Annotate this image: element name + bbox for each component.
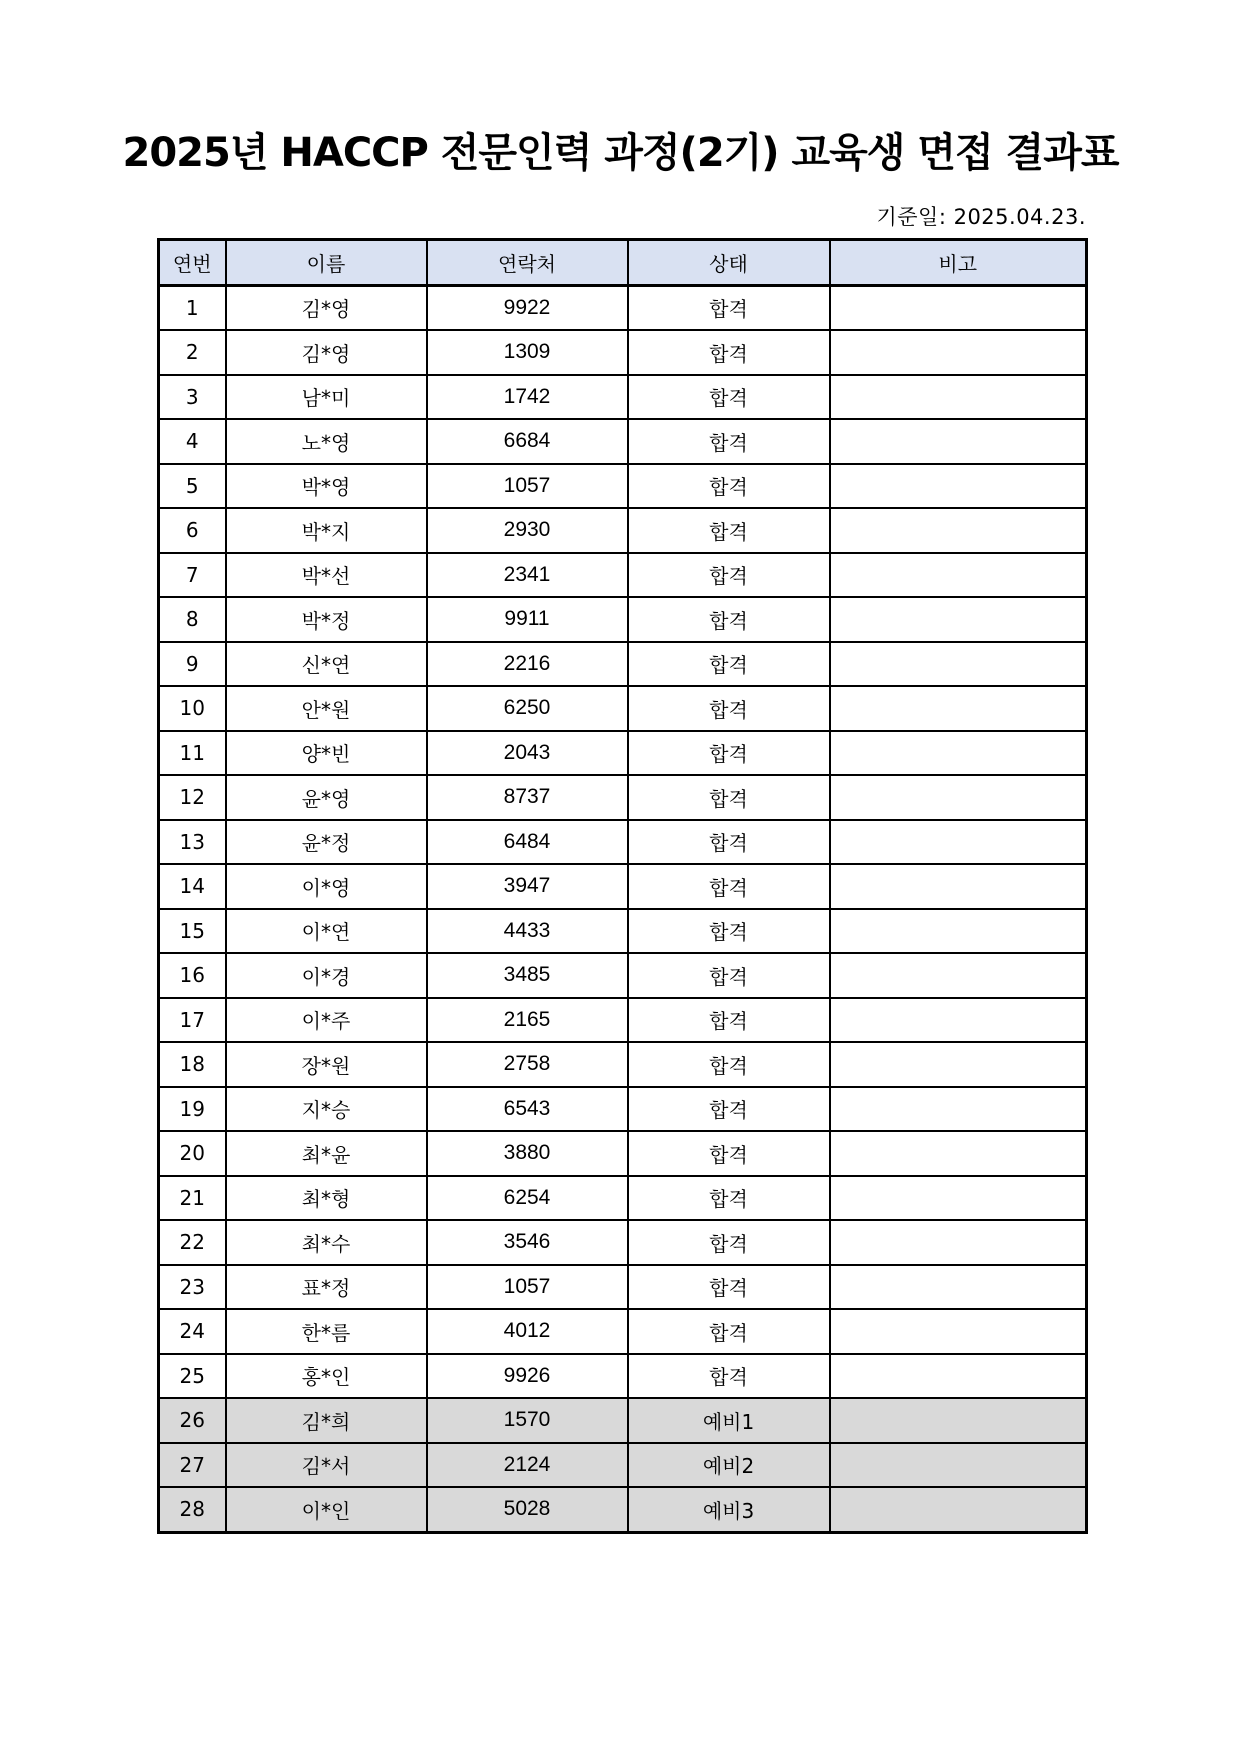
cell-status: 합격 xyxy=(628,375,830,420)
cell-note xyxy=(830,1087,1087,1132)
cell-status: 합격 xyxy=(628,1309,830,1354)
table-row xyxy=(159,1131,1087,1176)
cell-no: 22 xyxy=(159,1220,226,1265)
cell-contact: 1570 xyxy=(427,1398,628,1443)
cell-contact: 4012 xyxy=(427,1309,628,1354)
cell-no: 21 xyxy=(159,1176,226,1221)
cell-no: 12 xyxy=(159,775,226,820)
cell-name: 표*정 xyxy=(226,1265,427,1310)
cell-status: 합격 xyxy=(628,285,830,330)
cell-name: 이*인 xyxy=(226,1487,427,1532)
cell-no: 2 xyxy=(159,330,226,375)
cell-note xyxy=(830,820,1087,865)
cell-status: 합격 xyxy=(628,642,830,687)
table-row xyxy=(159,1087,1087,1132)
cell-contact: 9926 xyxy=(427,1354,628,1399)
column-header-note: 비고 xyxy=(830,240,1087,286)
cell-no: 14 xyxy=(159,864,226,909)
cell-name: 최*수 xyxy=(226,1220,427,1265)
table-row xyxy=(159,1042,1087,1087)
reference-date: 기준일: 2025.04.23. xyxy=(876,205,1086,229)
table-header-row xyxy=(159,240,1087,286)
table-row xyxy=(159,731,1087,776)
cell-note xyxy=(830,775,1087,820)
cell-name: 양*빈 xyxy=(226,731,427,776)
cell-name: 남*미 xyxy=(226,375,427,420)
cell-note xyxy=(830,285,1087,330)
table-row xyxy=(159,775,1087,820)
cell-note xyxy=(830,1176,1087,1221)
cell-status: 예비1 xyxy=(628,1398,830,1443)
cell-note xyxy=(830,1398,1087,1443)
table-row xyxy=(159,1443,1087,1488)
table-row xyxy=(159,375,1087,420)
cell-status: 합격 xyxy=(628,508,830,553)
cell-name: 이*경 xyxy=(226,953,427,998)
interview-results-table xyxy=(157,238,1088,1534)
cell-status: 합격 xyxy=(628,1042,830,1087)
cell-no: 3 xyxy=(159,375,226,420)
cell-note xyxy=(830,375,1087,420)
cell-contact: 3880 xyxy=(427,1131,628,1176)
cell-contact: 2165 xyxy=(427,998,628,1043)
cell-contact: 1057 xyxy=(427,464,628,509)
cell-status: 합격 xyxy=(628,330,830,375)
table-row xyxy=(159,953,1087,998)
table-row xyxy=(159,330,1087,375)
cell-status: 합격 xyxy=(628,1265,830,1310)
cell-no: 4 xyxy=(159,419,226,464)
table-row xyxy=(159,909,1087,954)
cell-status: 합격 xyxy=(628,419,830,464)
cell-note xyxy=(830,864,1087,909)
table-body xyxy=(159,285,1087,1532)
cell-status: 합격 xyxy=(628,1220,830,1265)
cell-name: 박*영 xyxy=(226,464,427,509)
cell-note xyxy=(830,909,1087,954)
cell-contact: 6684 xyxy=(427,419,628,464)
cell-no: 15 xyxy=(159,909,226,954)
cell-no: 25 xyxy=(159,1354,226,1399)
table-row xyxy=(159,820,1087,865)
table-row xyxy=(159,1220,1087,1265)
cell-no: 20 xyxy=(159,1131,226,1176)
cell-note xyxy=(830,731,1087,776)
cell-status: 합격 xyxy=(628,1131,830,1176)
cell-contact: 3546 xyxy=(427,1220,628,1265)
cell-no: 7 xyxy=(159,553,226,598)
cell-name: 홍*인 xyxy=(226,1354,427,1399)
cell-no: 27 xyxy=(159,1443,226,1488)
cell-status: 합격 xyxy=(628,998,830,1043)
cell-name: 이*주 xyxy=(226,998,427,1043)
cell-contact: 6254 xyxy=(427,1176,628,1221)
cell-no: 18 xyxy=(159,1042,226,1087)
cell-note xyxy=(830,419,1087,464)
cell-name: 신*연 xyxy=(226,642,427,687)
cell-status: 합격 xyxy=(628,820,830,865)
cell-note xyxy=(830,553,1087,598)
cell-no: 13 xyxy=(159,820,226,865)
cell-name: 박*정 xyxy=(226,597,427,642)
table-row xyxy=(159,1398,1087,1443)
table-row xyxy=(159,1354,1087,1399)
cell-contact: 2758 xyxy=(427,1042,628,1087)
cell-note xyxy=(830,1354,1087,1399)
column-header-contact: 연락처 xyxy=(427,240,628,286)
cell-no: 28 xyxy=(159,1487,226,1532)
cell-no: 9 xyxy=(159,642,226,687)
cell-note xyxy=(830,508,1087,553)
cell-status: 합격 xyxy=(628,553,830,598)
cell-no: 5 xyxy=(159,464,226,509)
cell-contact: 8737 xyxy=(427,775,628,820)
cell-contact: 1057 xyxy=(427,1265,628,1310)
cell-name: 김*영 xyxy=(226,285,427,330)
cell-contact: 1742 xyxy=(427,375,628,420)
cell-note xyxy=(830,1265,1087,1310)
cell-note xyxy=(830,1487,1087,1532)
cell-contact: 2124 xyxy=(427,1443,628,1488)
cell-no: 23 xyxy=(159,1265,226,1310)
table-row xyxy=(159,642,1087,687)
table-row xyxy=(159,998,1087,1043)
cell-contact: 3485 xyxy=(427,953,628,998)
table-row xyxy=(159,1265,1087,1310)
cell-status: 예비3 xyxy=(628,1487,830,1532)
cell-status: 합격 xyxy=(628,1354,830,1399)
cell-contact: 6250 xyxy=(427,686,628,731)
cell-contact: 2043 xyxy=(427,731,628,776)
cell-name: 김*영 xyxy=(226,330,427,375)
cell-name: 장*원 xyxy=(226,1042,427,1087)
cell-name: 박*선 xyxy=(226,553,427,598)
column-header-name: 이름 xyxy=(226,240,427,286)
cell-no: 10 xyxy=(159,686,226,731)
cell-status: 합격 xyxy=(628,909,830,954)
cell-contact: 1309 xyxy=(427,330,628,375)
cell-note xyxy=(830,1131,1087,1176)
cell-note xyxy=(830,1042,1087,1087)
cell-no: 6 xyxy=(159,508,226,553)
cell-name: 윤*정 xyxy=(226,820,427,865)
cell-no: 17 xyxy=(159,998,226,1043)
cell-status: 합격 xyxy=(628,1087,830,1132)
cell-note xyxy=(830,330,1087,375)
column-header-status: 상태 xyxy=(628,240,830,286)
cell-name: 한*름 xyxy=(226,1309,427,1354)
cell-status: 합격 xyxy=(628,1176,830,1221)
cell-contact: 6484 xyxy=(427,820,628,865)
cell-name: 노*영 xyxy=(226,419,427,464)
cell-no: 1 xyxy=(159,285,226,330)
cell-status: 합격 xyxy=(628,597,830,642)
cell-name: 최*형 xyxy=(226,1176,427,1221)
cell-contact: 3947 xyxy=(427,864,628,909)
cell-status: 합격 xyxy=(628,686,830,731)
table-row xyxy=(159,508,1087,553)
cell-status: 합격 xyxy=(628,464,830,509)
cell-contact: 5028 xyxy=(427,1487,628,1532)
cell-contact: 2341 xyxy=(427,553,628,598)
cell-note xyxy=(830,1443,1087,1488)
cell-name: 박*지 xyxy=(226,508,427,553)
cell-no: 8 xyxy=(159,597,226,642)
cell-contact: 2930 xyxy=(427,508,628,553)
cell-contact: 2216 xyxy=(427,642,628,687)
table-header xyxy=(159,240,1087,286)
cell-note xyxy=(830,953,1087,998)
cell-status: 합격 xyxy=(628,731,830,776)
cell-name: 윤*영 xyxy=(226,775,427,820)
cell-name: 김*서 xyxy=(226,1443,427,1488)
cell-name: 최*윤 xyxy=(226,1131,427,1176)
cell-status: 합격 xyxy=(628,953,830,998)
cell-note xyxy=(830,998,1087,1043)
cell-note xyxy=(830,686,1087,731)
cell-no: 11 xyxy=(159,731,226,776)
cell-contact: 9911 xyxy=(427,597,628,642)
cell-note xyxy=(830,642,1087,687)
table-row xyxy=(159,597,1087,642)
cell-no: 26 xyxy=(159,1398,226,1443)
table-row xyxy=(159,864,1087,909)
cell-note xyxy=(830,597,1087,642)
cell-name: 안*원 xyxy=(226,686,427,731)
cell-status: 예비2 xyxy=(628,1443,830,1488)
table-row xyxy=(159,1309,1087,1354)
cell-contact: 6543 xyxy=(427,1087,628,1132)
table-row xyxy=(159,553,1087,598)
cell-status: 합격 xyxy=(628,864,830,909)
cell-note xyxy=(830,1220,1087,1265)
document-title: 2025년 HACCP 전문인력 과정(2기) 교육생 면접 결과표 xyxy=(122,130,1119,176)
table-row xyxy=(159,419,1087,464)
cell-name: 이*연 xyxy=(226,909,427,954)
cell-note xyxy=(830,464,1087,509)
cell-no: 19 xyxy=(159,1087,226,1132)
table-row xyxy=(159,1176,1087,1221)
cell-name: 지*승 xyxy=(226,1087,427,1132)
cell-note xyxy=(830,1309,1087,1354)
cell-no: 24 xyxy=(159,1309,226,1354)
cell-contact: 4433 xyxy=(427,909,628,954)
table-row xyxy=(159,464,1087,509)
cell-no: 16 xyxy=(159,953,226,998)
cell-name: 이*영 xyxy=(226,864,427,909)
cell-contact: 9922 xyxy=(427,285,628,330)
column-header-no: 연번 xyxy=(159,240,226,286)
table-row xyxy=(159,285,1087,330)
cell-name: 김*희 xyxy=(226,1398,427,1443)
cell-status: 합격 xyxy=(628,775,830,820)
table-row xyxy=(159,1487,1087,1532)
table-row xyxy=(159,686,1087,731)
